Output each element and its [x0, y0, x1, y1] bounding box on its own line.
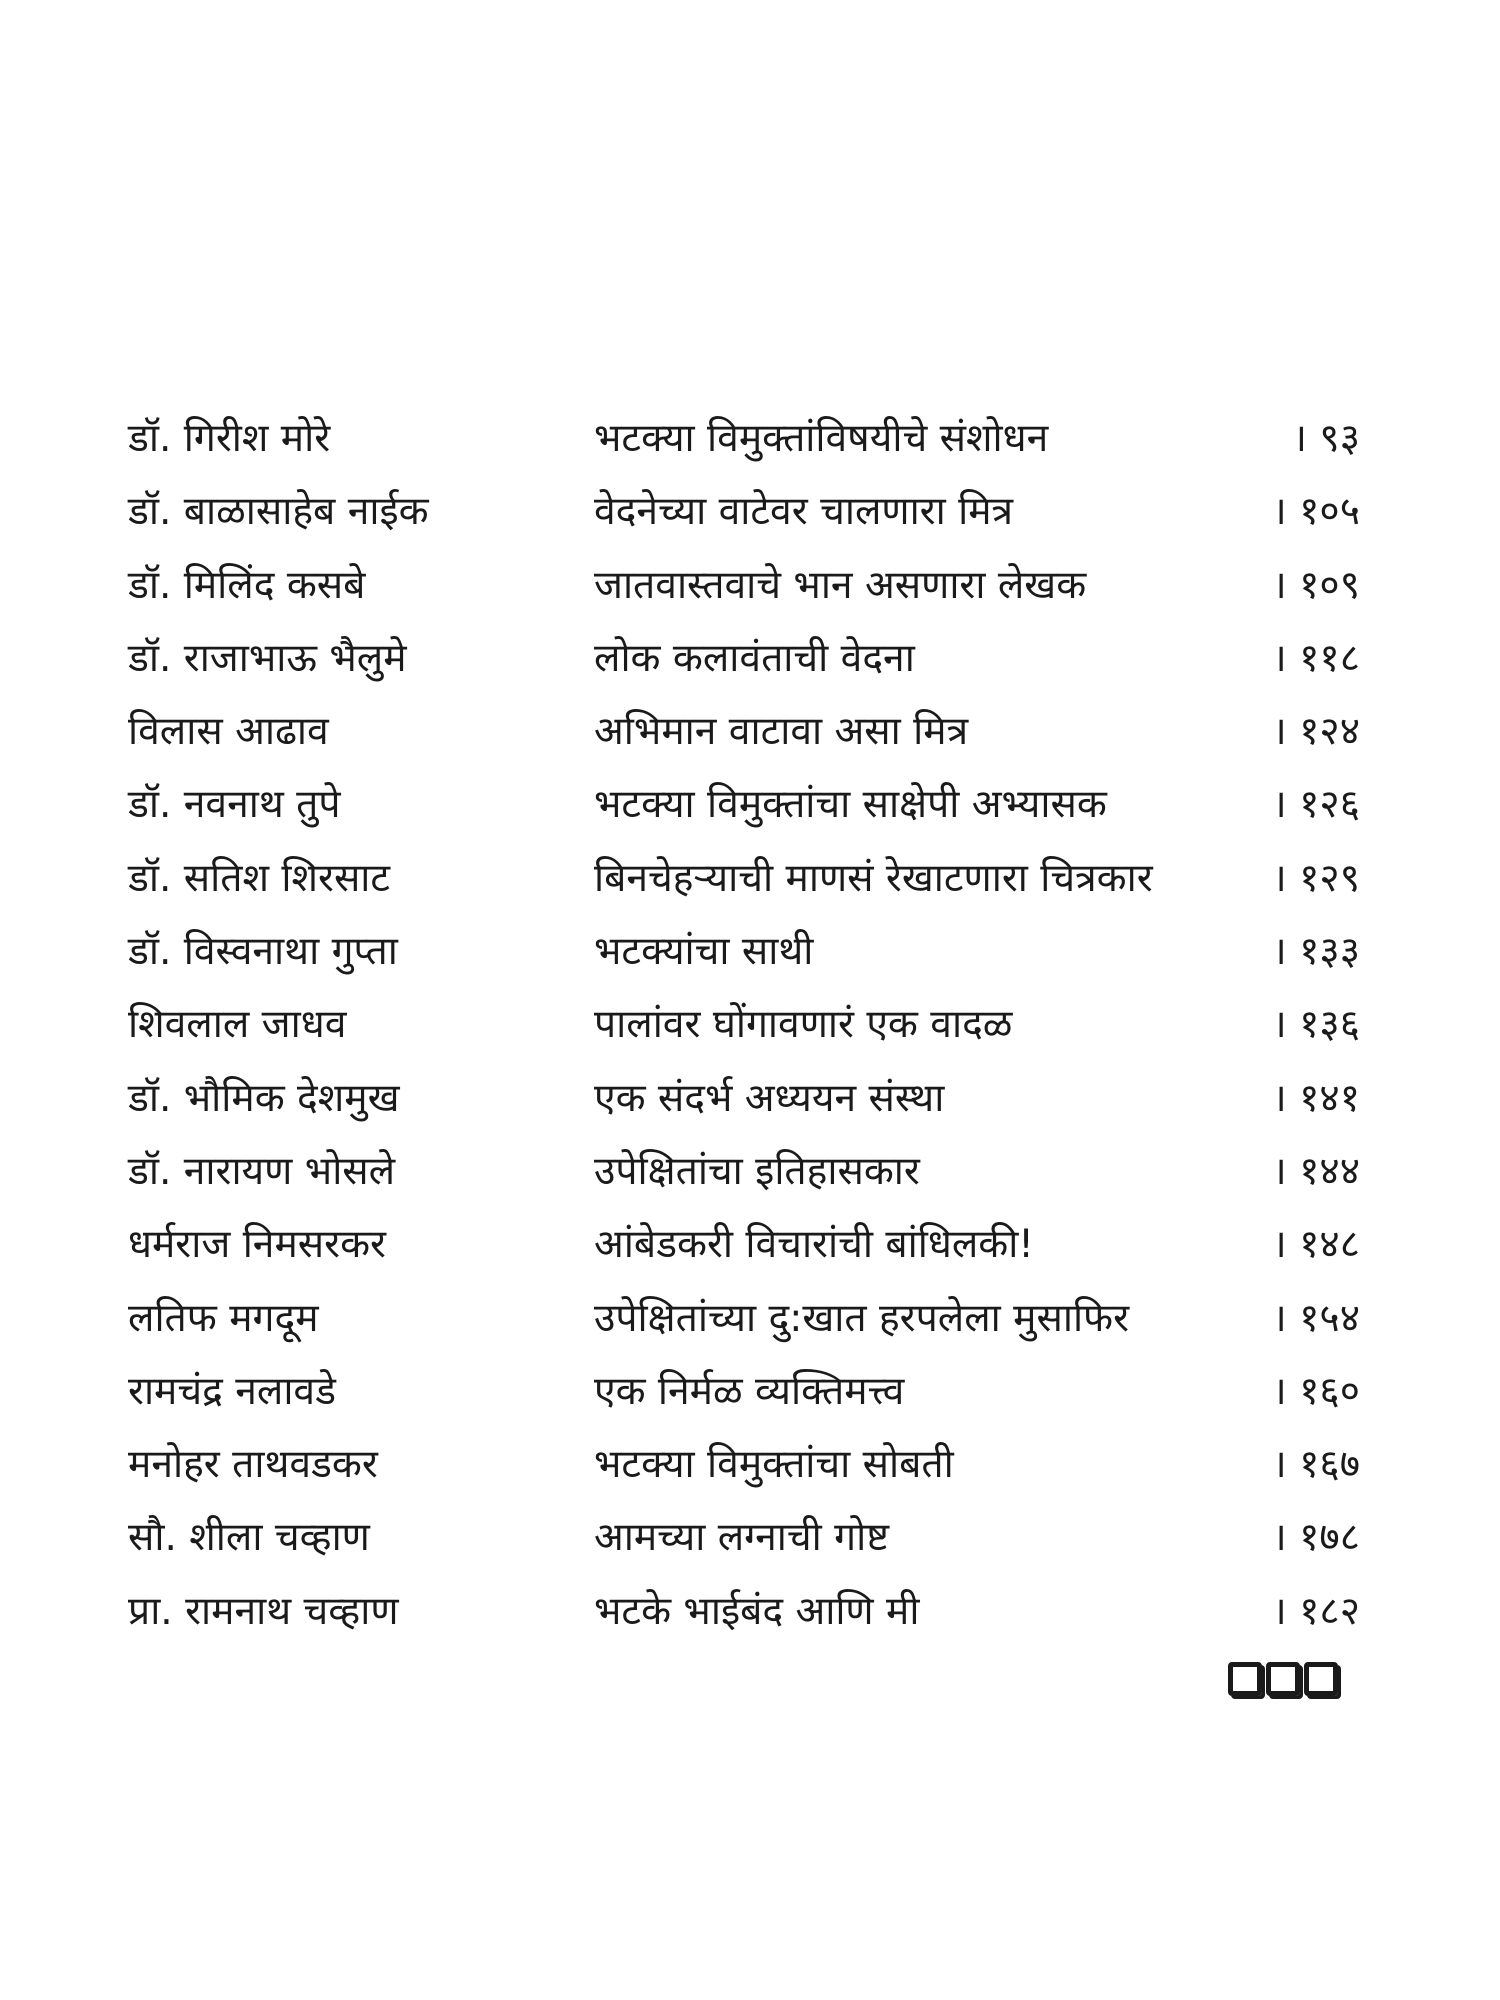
- entry-title: उपेक्षितांचा इतिहासकार: [594, 1148, 920, 1194]
- entry-title: वेदनेच्या वाटेवर चालणारा मित्र: [594, 489, 1014, 535]
- entry-author: डॉ. बाळासाहेब नाईक: [128, 489, 429, 535]
- entry-author: धर्मराज निमसरकर: [128, 1222, 386, 1268]
- entry-page-number: । १४१: [1271, 1075, 1360, 1121]
- entry-page-number: । १२४: [1271, 709, 1360, 755]
- entry-page-number: । १०५: [1271, 489, 1360, 535]
- entry-title: लोक कलावंताची वेदना: [594, 635, 915, 681]
- entry-author: सौ. शीला चव्हाण: [128, 1515, 370, 1561]
- entry-page-number: । १२६: [1271, 782, 1360, 828]
- toc-entry: [120, 1575, 1380, 1648]
- entry-title: एक संदर्भ अध्ययन संस्था: [594, 1075, 945, 1121]
- entry-page-number: । ११८: [1271, 635, 1360, 681]
- entry-author: शिवलाल जाधव: [128, 1002, 347, 1048]
- entry-page-number: । १५४: [1271, 1295, 1360, 1341]
- entry-page-number: । १२९: [1271, 855, 1360, 901]
- end-mark-boxes-icon: [1228, 1662, 1338, 1696]
- entry-title: पालांवर घोंगावणारं एक वादळ: [594, 1002, 1013, 1048]
- toc-entry: [120, 1428, 1380, 1501]
- entry-author: रामचंद्र नलावडे: [128, 1368, 336, 1414]
- entry-title: भटक्या विमुक्तांविषयीचे संशोधन: [594, 416, 1049, 461]
- toc-entry: [120, 1062, 1380, 1135]
- toc-entry: [120, 1501, 1380, 1574]
- entry-page-number: । १३६: [1271, 1002, 1360, 1048]
- toc-entry: [120, 1208, 1380, 1281]
- entry-title: एक निर्मळ व्यक्तिमत्त्व: [594, 1368, 905, 1414]
- entry-author: मनोहर ताथवडकर: [128, 1442, 378, 1488]
- entry-page-number: । १६०: [1271, 1368, 1360, 1414]
- entry-author: डॉ. राजाभाऊ भैलुमे: [128, 635, 407, 681]
- toc-entry: [120, 695, 1380, 768]
- entry-author: प्रा. रामनाथ चव्हाण: [128, 1588, 399, 1634]
- entry-page-number: । ९३: [1292, 416, 1360, 461]
- entry-author: डॉ. विस्वनाथा गुप्ता: [128, 929, 398, 975]
- entry-author: डॉ. मिलिंद कसबे: [128, 562, 366, 608]
- toc-entry: [120, 988, 1380, 1061]
- toc-entry: [120, 768, 1380, 841]
- entry-page-number: । १८२: [1271, 1588, 1360, 1634]
- entry-page-number: । १०९: [1271, 562, 1360, 608]
- entry-author: विलास आढाव: [128, 709, 329, 755]
- toc-entry: [120, 475, 1380, 548]
- entry-title: उपेक्षितांच्या दु:खात हरपलेला मुसाफिर: [594, 1295, 1130, 1341]
- entry-title: अभिमान वाटावा असा मित्र: [594, 709, 969, 755]
- entry-page-number: । १४८: [1271, 1222, 1360, 1268]
- toc-entry: [120, 1355, 1380, 1428]
- entry-author: डॉ. नवनाथ तुपे: [128, 782, 341, 828]
- entry-page-number: । १३३: [1271, 929, 1360, 975]
- entry-title: बिनचेहऱ्याची माणसं रेखाटणारा चित्रकार: [594, 855, 1153, 901]
- entry-title: भटक्या विमुक्तांचा सोबती: [594, 1442, 954, 1488]
- entry-title: आमच्या लग्नाची गोष्ट: [594, 1515, 889, 1561]
- entry-author: डॉ. गिरीश मोरे: [128, 416, 331, 461]
- entry-title: जातवास्तवाचे भान असणारा लेखक: [594, 562, 1087, 608]
- entry-author: डॉ. नारायण भोसले: [128, 1148, 396, 1194]
- entry-author: डॉ. भौमिक देशमुख: [128, 1075, 400, 1121]
- entry-page-number: । १४४: [1271, 1148, 1360, 1194]
- entry-author: डॉ. सतिश शिरसाट: [128, 855, 391, 901]
- toc-entry: [120, 622, 1380, 695]
- table-of-contents: [120, 402, 1380, 1648]
- entry-title: आंबेडकरी विचारांची बांधिलकी!: [594, 1222, 1034, 1268]
- box-icon: [1266, 1662, 1300, 1696]
- toc-entry: [120, 1282, 1380, 1355]
- box-icon: [1228, 1662, 1262, 1696]
- entry-page-number: । १६७: [1271, 1442, 1360, 1488]
- toc-entry: [120, 842, 1380, 915]
- entry-page-number: । १७८: [1271, 1515, 1360, 1561]
- entry-title: भटके भाईबंद आणि मी: [594, 1588, 920, 1634]
- entry-title: भटक्यांचा साथी: [594, 929, 814, 975]
- entry-author: लतिफ मगदूम: [128, 1295, 319, 1341]
- toc-entry: [120, 915, 1380, 988]
- toc-entry: [120, 549, 1380, 622]
- entry-title: भटक्या विमुक्तांचा साक्षेपी अभ्यासक: [594, 782, 1107, 828]
- toc-entry: [120, 1135, 1380, 1208]
- toc-entry: [120, 402, 1380, 475]
- box-icon: [1304, 1662, 1338, 1696]
